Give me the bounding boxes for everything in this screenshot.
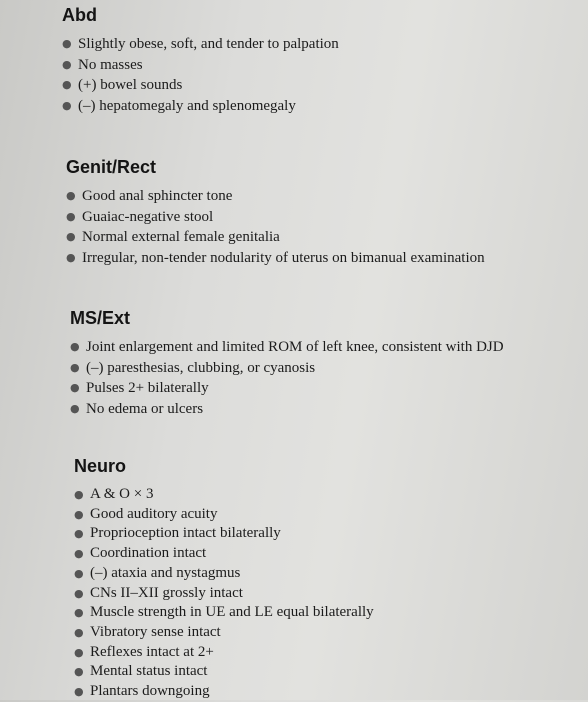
list-item: ● Guaiac-negative stool [66,207,485,228]
list-item: ● Coordination intact [74,544,374,564]
section-ms-ext [70,307,504,419]
list-item: ● CNs II–XII grossly intact [74,584,374,604]
list-item: ● Pulses 2+ bilaterally [70,378,504,399]
bullet-icon: ● [74,625,84,639]
section-abd [62,4,339,116]
list-item: ● Mental status intact [74,662,374,682]
bullet-icon: ● [62,37,72,50]
bullet-icon: ● [70,401,80,415]
list-item: ● (+) bowel sounds [62,75,339,96]
list-item: ● Reflexes intact at 2+ [74,643,374,663]
bullet-icon: ● [74,547,84,561]
findings-list [74,485,374,702]
bullet-icon: ● [62,78,72,91]
bullet-icon: ● [66,189,76,202]
list-item: ● Vibratory sense intact [74,623,374,643]
bullet-icon: ● [74,645,84,659]
section-neuro [74,455,374,702]
bullet-icon: ● [74,507,84,521]
bullet-icon: ● [74,488,84,501]
findings-list [70,337,504,419]
list-item: ● (–) hepatomegaly and splenomegaly [62,96,339,117]
bullet-icon: ● [74,527,84,541]
bullet-icon: ● [62,98,72,112]
bullet-icon: ● [74,606,84,620]
list-item: ● Plantars downgoing [74,682,374,702]
bullet-icon: ● [74,665,84,679]
list-item: ● Proprioception intact bilaterally [74,524,374,544]
list-item: ● Good anal sphincter tone [66,186,485,207]
bullet-icon: ● [74,586,84,600]
list-item: ● Muscle strength in UE and LE equal bilaterally [74,603,374,623]
list-item: ● Irregular, non-tender nodularity of uterus on bimanual examination [66,248,485,269]
section-heading: Abd [62,5,97,25]
list-item: ● Good auditory acuity [74,505,374,525]
bullet-icon: ● [66,209,76,223]
section-genit-rect [66,156,485,268]
list-item: ● Slightly obese, soft, and tender to palpation [62,34,339,55]
list-item: ● (–) ataxia and nystagmus [74,564,374,584]
list-item: ● Normal external female genitalia [66,227,485,248]
section-heading: MS/Ext [70,308,131,328]
bullet-icon: ● [74,685,84,699]
list-item: ● (–) paresthesias, clubbing, or cyanosis [70,358,504,379]
findings-list [62,34,339,116]
bullet-icon: ● [66,250,76,264]
section-heading: Genit/Rect [66,157,157,177]
bullet-icon: ● [74,566,84,580]
findings-list [66,186,485,268]
bullet-icon: ● [66,230,76,243]
bullet-icon: ● [70,381,80,394]
list-item: ● No masses [62,55,339,76]
bullet-icon: ● [70,360,80,374]
list-item: ● Joint enlargement and limited ROM of left knee, consistent with DJD [70,337,504,358]
list-item: ● A & O × 3 [74,485,374,505]
list-item: ● No edema or ulcers [70,399,504,420]
bullet-icon: ● [62,57,72,71]
section-heading: Neuro [74,456,127,476]
bullet-icon: ● [70,340,80,353]
